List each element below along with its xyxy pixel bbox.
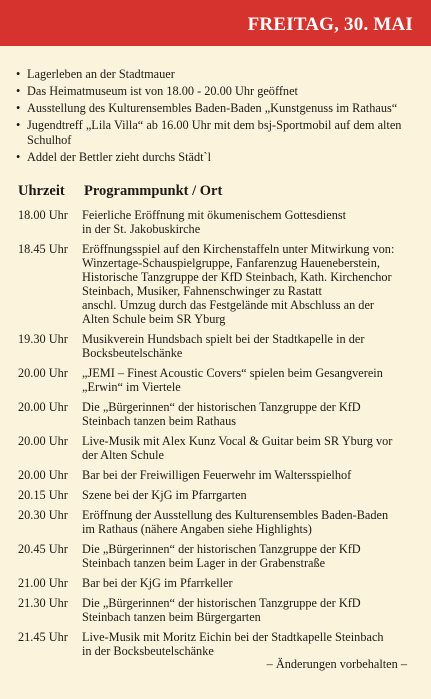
table-row	[18, 576, 416, 590]
list-item: • Das Heimatmuseum ist von 18.00 - 20.00 Uhr geöffnet	[16, 84, 416, 99]
row-program: Musikverein Hundsbach spielt bei der Stadtkapelle in der Bocksbeutelschänke	[82, 332, 365, 360]
list-item: • Addel der Bettler zieht durchs Städt`l	[16, 150, 416, 165]
list-item: • Lagerleben an der Stadtmauer	[16, 67, 416, 82]
row-time: 21.00 Uhr	[18, 576, 68, 590]
row-program: Bar bei der Freiwilligen Feuerwehr im Waltersspielhof	[82, 468, 352, 482]
table-row	[18, 542, 416, 570]
table-row	[18, 434, 416, 462]
schedule-table	[18, 208, 416, 664]
row-time: 20.00 Uhr	[18, 434, 68, 448]
header-bar	[0, 0, 431, 46]
row-time: 20.30 Uhr	[18, 508, 68, 522]
footer-note: – Änderungen vorbehalten –	[266, 657, 407, 671]
column-header-time: Uhrzeit	[18, 183, 65, 199]
row-time: 18.00 Uhr	[18, 208, 68, 222]
row-time: 20.00 Uhr	[18, 366, 68, 380]
row-program: „JEMI – Finest Acoustic Covers“ spielen beim Gesangverein „Erwin“ im Viertele	[82, 366, 383, 394]
row-time: 20.45 Uhr	[18, 542, 68, 556]
table-row	[18, 630, 416, 658]
table-row	[18, 366, 416, 394]
row-program: Die „Bürgerinnen“ der historischen Tanzgruppe der KfD Steinbach tanzen beim Rathaus	[82, 400, 361, 428]
list-item: • Ausstellung des Kulturensembles Baden-Baden „Kunstgenuss im Rathaus“	[16, 101, 416, 116]
table-row	[18, 208, 416, 236]
table-row	[18, 400, 416, 428]
row-program: Live-Musik mit Alex Kunz Vocal & Guitar beim SR Yburg vor der Alten Schule	[82, 434, 393, 462]
row-time: 20.00 Uhr	[18, 400, 68, 414]
row-program: Die „Bürgerinnen“ der historischen Tanzgruppe der KfD Steinbach tanzen beim Bürgergarten	[82, 596, 361, 624]
row-time: 20.15 Uhr	[18, 488, 68, 502]
row-program: Eröffnung der Ausstellung des Kulturensembles Baden-Baden im Rathaus (nähere Angaben siehe Highlights)	[82, 508, 389, 536]
row-time: 18.45 Uhr	[18, 242, 68, 256]
row-program: Eröffnungsspiel auf den Kirchenstaffeln unter Mitwirkung von: Winzertage-Schauspielgruppe, Fanfarenzug Haueneberstein, Historische Tanzgruppe der KfD Steinbach, Kath. Kirchenchor Steinbach, Musiker, Fahnenschwinger zu Rastatt anschl. Umzug durch das Festgelände mit Abschluss an der Alten Schule beim SR Yburg	[82, 242, 395, 326]
row-time: 21.30 Uhr	[18, 596, 68, 610]
table-row	[18, 332, 416, 360]
column-header-program: Programmpunkt / Ort	[84, 183, 223, 199]
table-row	[18, 488, 416, 502]
row-time: 20.00 Uhr	[18, 468, 68, 482]
row-program: Feierliche Eröffnung mit ökumenischem Gottesdienst in der St. Jakobuskirche	[82, 208, 347, 236]
row-program: Die „Bürgerinnen“ der historischen Tanzgruppe der KfD Steinbach tanzen beim Lager in der Grabenstraße	[82, 542, 361, 570]
table-row	[18, 596, 416, 624]
row-time: 21.45 Uhr	[18, 630, 68, 644]
row-program: Szene bei der KjG im Pfarrgarten	[82, 488, 247, 502]
table-row	[18, 508, 416, 536]
row-program: Bar bei der KjG im Pfarrkeller	[82, 576, 233, 590]
row-program: Live-Musik mit Moritz Eichin bei der Stadtkapelle Steinbach in der Bocksbeutelschänke	[82, 630, 384, 658]
table-row	[18, 468, 416, 482]
list-item: • Jugendtreff „Lila Villa“ ab 16.00 Uhr mit dem bsj-Sportmobil auf dem alten Schulhof	[16, 118, 416, 147]
table-row	[18, 242, 416, 326]
highlights-list	[16, 67, 416, 167]
page-title: FREITAG, 30. MAI	[247, 14, 413, 35]
row-time: 19.30 Uhr	[18, 332, 68, 346]
